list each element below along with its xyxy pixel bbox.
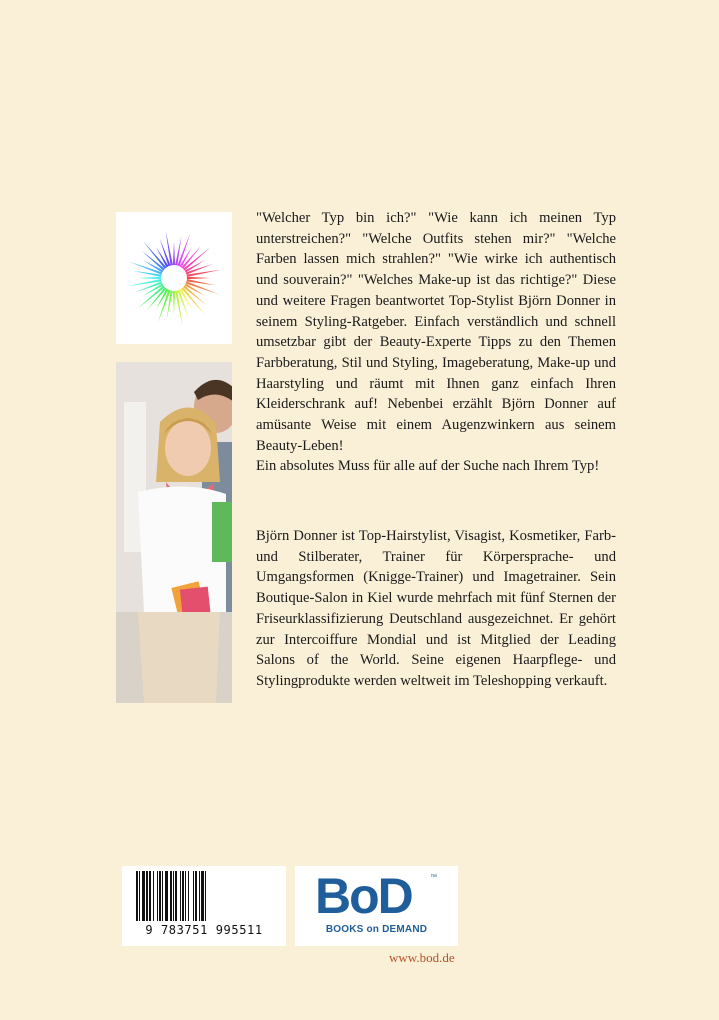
isbn-barcode bbox=[122, 866, 286, 946]
blurb-paragraph: "Welcher Typ bin ich?" "Wie kann ich meinen Typ unterstreichen?" "Welche Outfits stehen mir?" "Welche Farben lassen mich strahlen?" "Wie wirke ich authentisch und souverain?" "Welches Make-up ist das richtige?" Diese und weitere Fragen beantwortet Top-Stylist Björn Donner in seinem Styling-Ratgeber. Einfach verständlich und schnell umsetzbar gibt der Beauty-Experte Tipps zu den Themen Farbberatung, Stil und Styling, Imageberatung, Make-up und Haarstyling und räumt mit Ihnen ganz einfach Ihren Kleiderschrank auf! Nebenbei erzählt Björn Donner auf amüsante Weise mit einem Augenzwinkern aus seinem Beauty-Leben! bbox=[256, 210, 616, 454]
publisher-url[interactable]: www.bod.de bbox=[389, 950, 455, 965]
barcode-digits: 9 783751 995511 bbox=[145, 923, 263, 937]
publisher-logo bbox=[295, 866, 458, 946]
author-bio: Björn Donner ist Top-Hairstylist, Visagist, Kosmetiker, Farb- und Stilberater, Trainer für Körpersprache- und Umgangsformen (Knigge-Trainer) und Imagetrainer. Sein Boutique-Salon in Kiel wurde mehrfach mit fünf Sternen der Friseurklassifizierung Deutschland ausgezeichnet. Er gehört zur Intercoiffure Mondial und ist Mitglied der Leading Salons of the World. Seine eigenen Haarpflege- und Stylingprodukte werden weltweit im Teleshopping verkauft. bbox=[256, 528, 616, 689]
color-splash-icon bbox=[116, 212, 232, 344]
bod-trademark: ™ bbox=[430, 874, 437, 881]
bod-logo-text: BoD bbox=[315, 868, 412, 924]
couple-photo bbox=[116, 362, 232, 703]
barcode-bars bbox=[136, 871, 274, 921]
color-wheel-image bbox=[116, 212, 232, 344]
blurb-text bbox=[256, 208, 616, 477]
blurb-closing: Ein absolutes Muss für alle auf der Suche nach Ihrem Typ! bbox=[256, 458, 600, 475]
bod-tagline: BOOKS on DEMAND bbox=[325, 924, 428, 935]
